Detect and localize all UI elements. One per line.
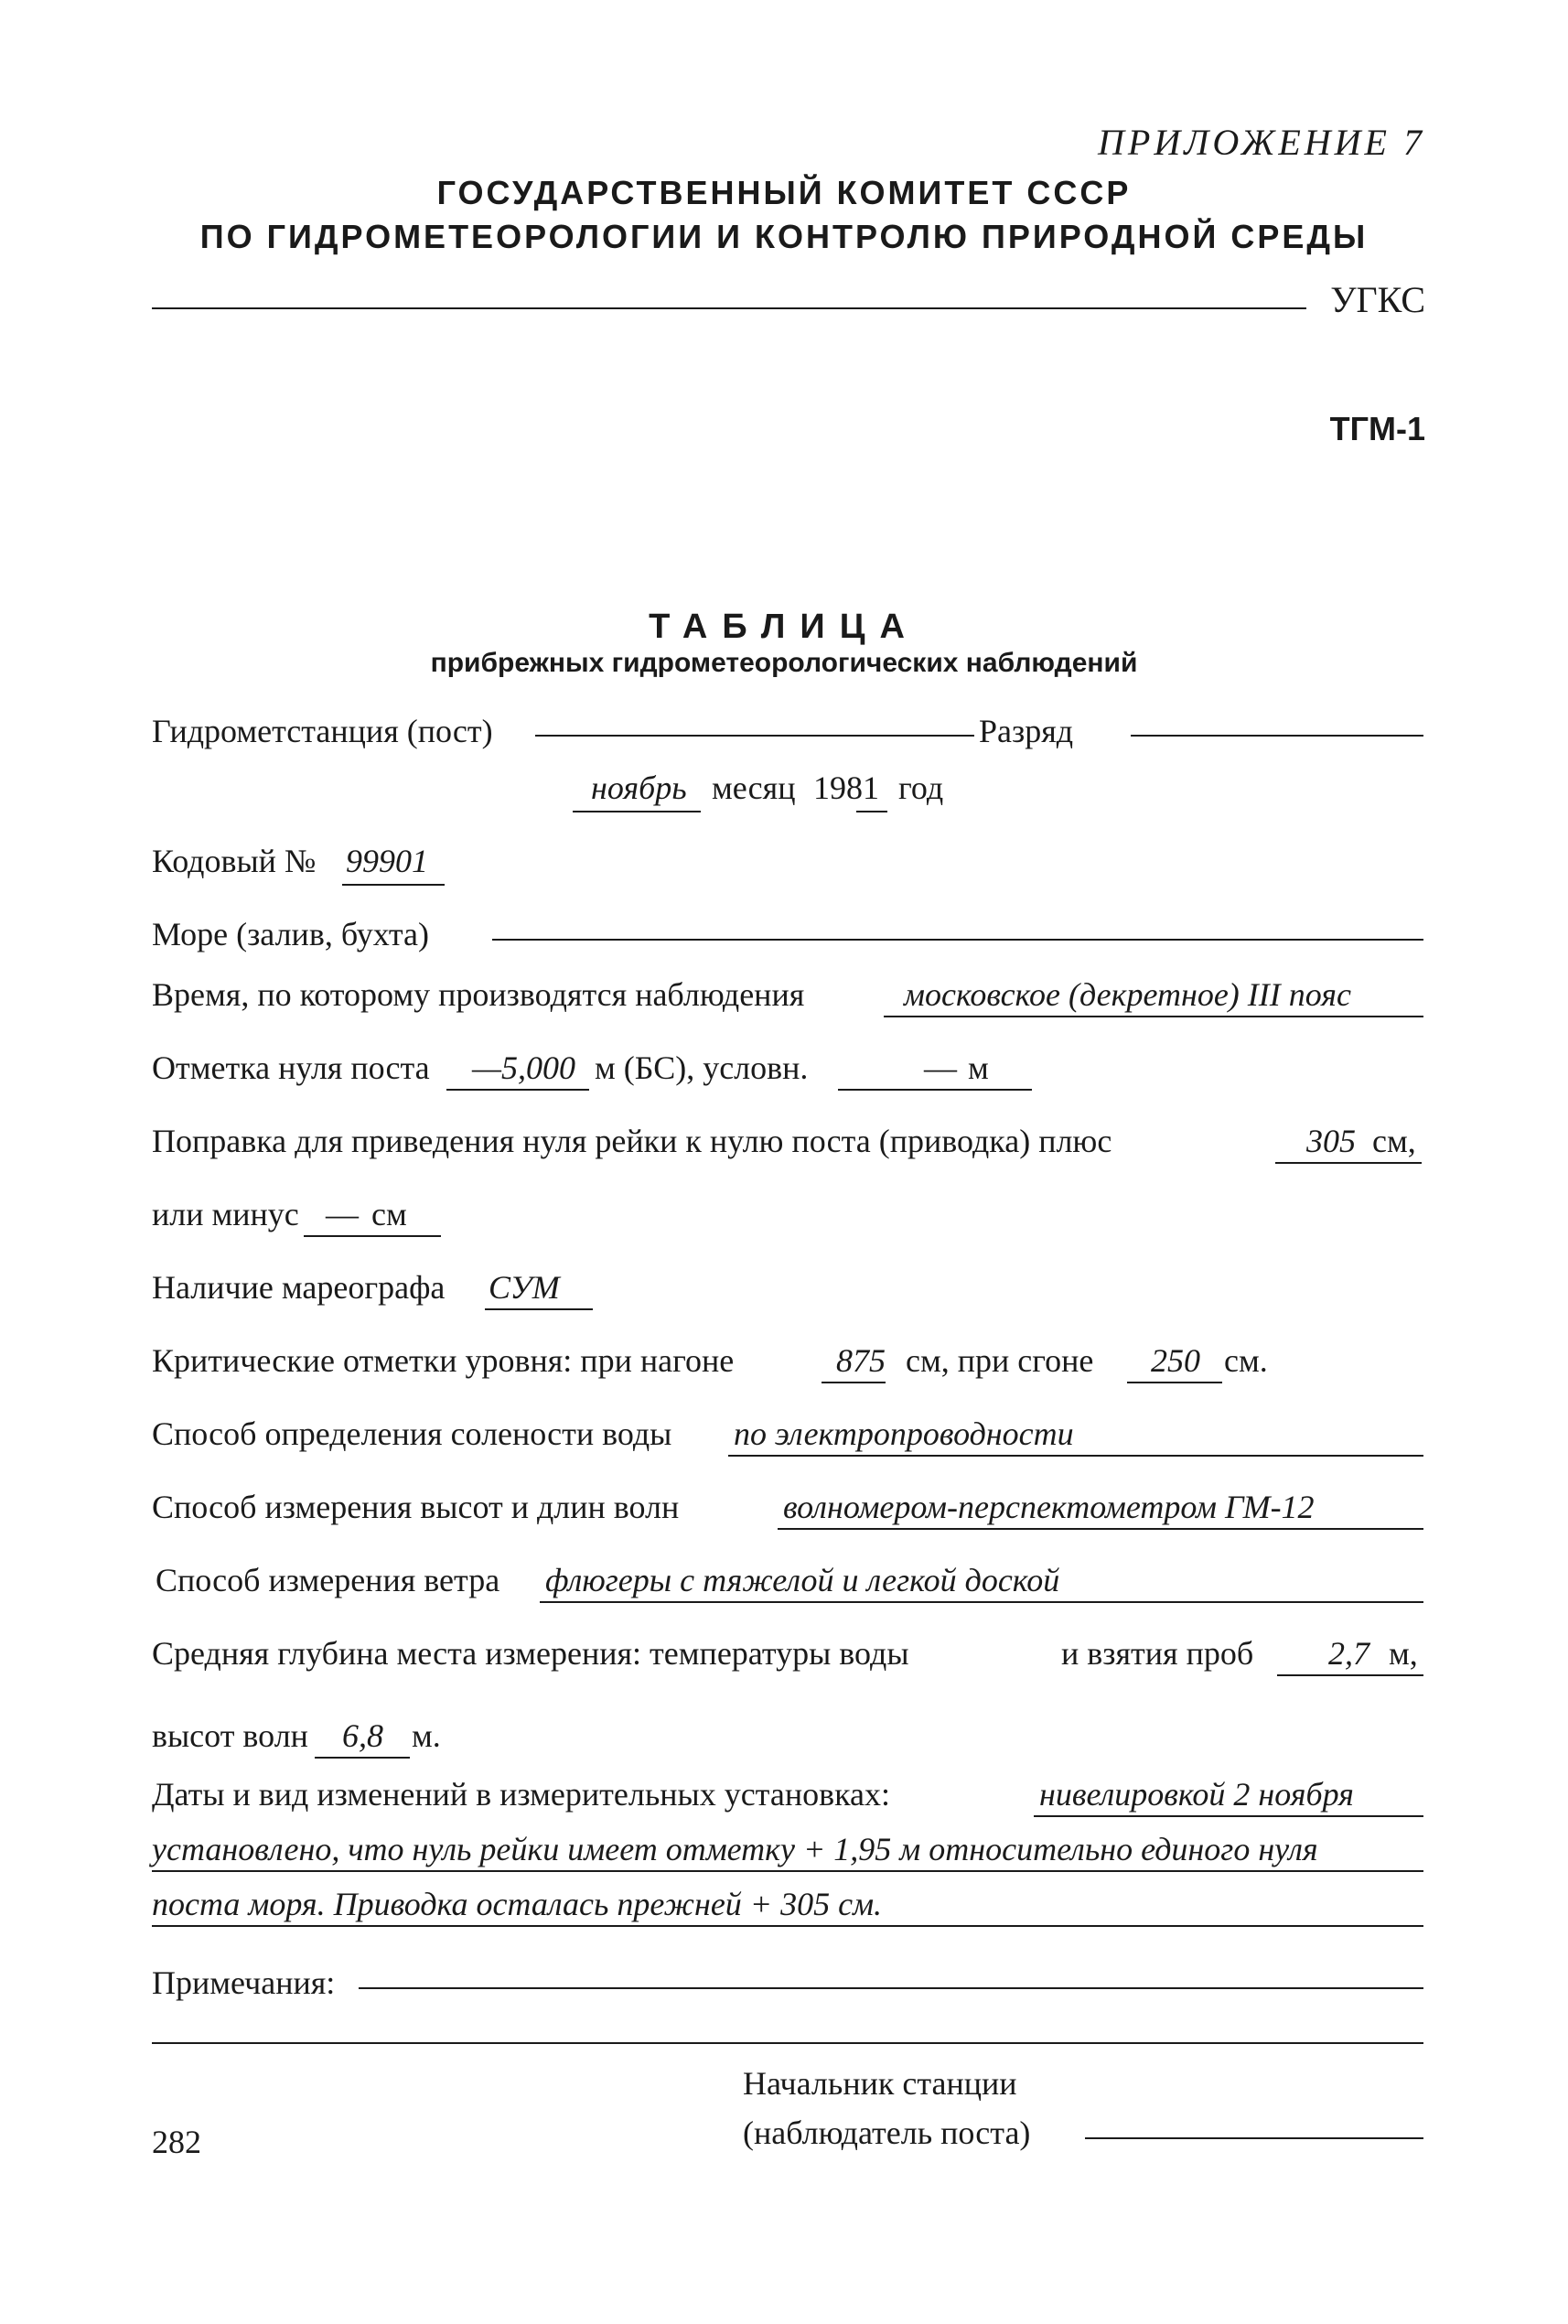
changes-line3-underline xyxy=(152,1925,1423,1927)
correction-plus-unit: см, xyxy=(1372,1123,1416,1159)
month-underline xyxy=(573,811,701,812)
form-code: ТГМ-1 xyxy=(1329,410,1425,447)
salinity-underline xyxy=(728,1455,1423,1457)
year-label: год xyxy=(898,769,944,806)
time-label: Время, по которому производятся наблюдения xyxy=(152,976,805,1013)
year-value: 1981 xyxy=(813,769,879,806)
appendix-label: ПРИЛОЖЕНИЕ 7 xyxy=(1098,122,1425,163)
month-value: ноябрь xyxy=(591,769,687,806)
wind-underline xyxy=(540,1601,1423,1603)
signature-title: Начальник станции xyxy=(743,2065,1017,2102)
wind-label: Способ измерения ветра xyxy=(156,1562,500,1598)
zero-cond-unit: м xyxy=(968,1049,989,1086)
salinity-label: Способ определения солености воды xyxy=(152,1415,672,1452)
wave-depth-label: высот волн xyxy=(152,1717,308,1754)
correction-plus-underline xyxy=(1275,1162,1422,1164)
changes-line3: поста моря. Приводка осталась прежней + 305 см. xyxy=(152,1886,883,1922)
correction-minus-label: или минус xyxy=(152,1196,299,1232)
table-subtitle: прибрежных гидрометеорологических наблюдений xyxy=(430,648,1138,678)
org-name-line2: ПО ГИДРОМЕТЕОРОЛОГИИ И КОНТРОЛЮ ПРИРОДНОЙ СРЕДЫ xyxy=(199,218,1369,255)
mareograph-underline xyxy=(485,1308,593,1310)
waves-value: волномером-перспектометром ГМ-12 xyxy=(783,1489,1315,1525)
critical-ebb-underline xyxy=(1127,1382,1222,1383)
sea-label: Море (залив, бухта) xyxy=(152,916,430,952)
station-label: Гидрометстанция (пост) xyxy=(152,713,493,749)
depth-label: Средняя глубина места измерения: температуры воды xyxy=(152,1635,909,1672)
time-underline xyxy=(884,1016,1423,1017)
correction-minus-value: — xyxy=(326,1196,359,1232)
signature-blank-line xyxy=(1085,2137,1423,2139)
code-label: Кодовый № xyxy=(152,843,317,879)
table-title: ТАБЛИЦА xyxy=(649,608,919,646)
notes-label: Примечания: xyxy=(152,1964,336,2001)
month-label: месяц xyxy=(712,769,796,806)
depth-mid-label: и взятия проб xyxy=(1061,1635,1254,1672)
zero-underline xyxy=(446,1089,589,1091)
zero-cond-value: — xyxy=(924,1049,957,1086)
correction-plus-value: 305 xyxy=(1306,1123,1356,1159)
zero-unit: м (БС), условн. xyxy=(595,1049,809,1086)
wave-depth-unit: м. xyxy=(412,1717,441,1754)
code-value: 99901 xyxy=(346,843,428,879)
wave-depth-underline xyxy=(315,1757,410,1759)
critical-ebb-value: 250 xyxy=(1151,1342,1200,1379)
mareograph-value: СУМ xyxy=(489,1269,560,1306)
org-name-line1: ГОСУДАРСТВЕННЫЙ КОМИТЕТ СССР xyxy=(436,174,1132,211)
zero-label: Отметка нуля поста xyxy=(152,1049,430,1086)
critical-label: Критические отметки уровня: при нагоне xyxy=(152,1342,735,1379)
critical-surge-value: 875 xyxy=(836,1342,886,1379)
category-blank-line xyxy=(1131,735,1423,737)
depth-underline xyxy=(1277,1674,1423,1676)
year-underline xyxy=(856,811,887,812)
critical-surge-underline xyxy=(822,1382,886,1383)
correction-minus-underline xyxy=(304,1235,441,1237)
critical-unit: см. xyxy=(1224,1342,1268,1379)
depth-value: 2,7 xyxy=(1328,1635,1369,1672)
changes-label: Даты и вид изменений в измерительных установках: xyxy=(152,1776,891,1813)
changes-line1: нивелировкой 2 ноября xyxy=(1039,1776,1354,1813)
ugks-blank-line xyxy=(152,307,1306,309)
notes-blank-line2 xyxy=(152,2042,1423,2044)
mareograph-label: Наличие мареографа xyxy=(152,1269,446,1306)
station-blank-line xyxy=(535,735,974,737)
waves-label: Способ измерения высот и длин волн xyxy=(152,1489,680,1525)
wave-depth-value: 6,8 xyxy=(342,1717,383,1754)
page-number: 282 xyxy=(152,2124,201,2160)
waves-underline xyxy=(778,1528,1423,1530)
changes-line2-underline xyxy=(152,1870,1423,1872)
salinity-value: по электропроводности xyxy=(734,1415,1074,1452)
wind-value: флюгеры с тяжелой и легкой доской xyxy=(545,1562,1060,1598)
changes-line1-underline xyxy=(1034,1815,1423,1817)
correction-minus-unit: см xyxy=(371,1196,407,1232)
signature-subtitle: (наблюдатель поста) xyxy=(743,2114,1031,2151)
notes-blank-line1 xyxy=(359,1987,1423,1989)
zero-cond-underline xyxy=(838,1089,1032,1091)
critical-mid-label: см, при сгоне xyxy=(906,1342,1094,1379)
category-label: Разряд xyxy=(979,713,1074,749)
sea-blank-line xyxy=(492,939,1423,941)
time-value: московское (декретное) III пояс xyxy=(904,976,1351,1013)
correction-label: Поправка для приведения нуля рейки к нулю поста (приводка) плюс xyxy=(152,1123,1112,1159)
changes-line2: установлено, что нуль рейки имеет отметку + 1,95 м относительно единого нуля xyxy=(152,1831,1318,1867)
ugks-label: УГКС xyxy=(1330,279,1425,320)
code-underline xyxy=(342,884,445,886)
depth-unit: м, xyxy=(1389,1635,1418,1672)
zero-value: —5,000 xyxy=(472,1049,576,1086)
